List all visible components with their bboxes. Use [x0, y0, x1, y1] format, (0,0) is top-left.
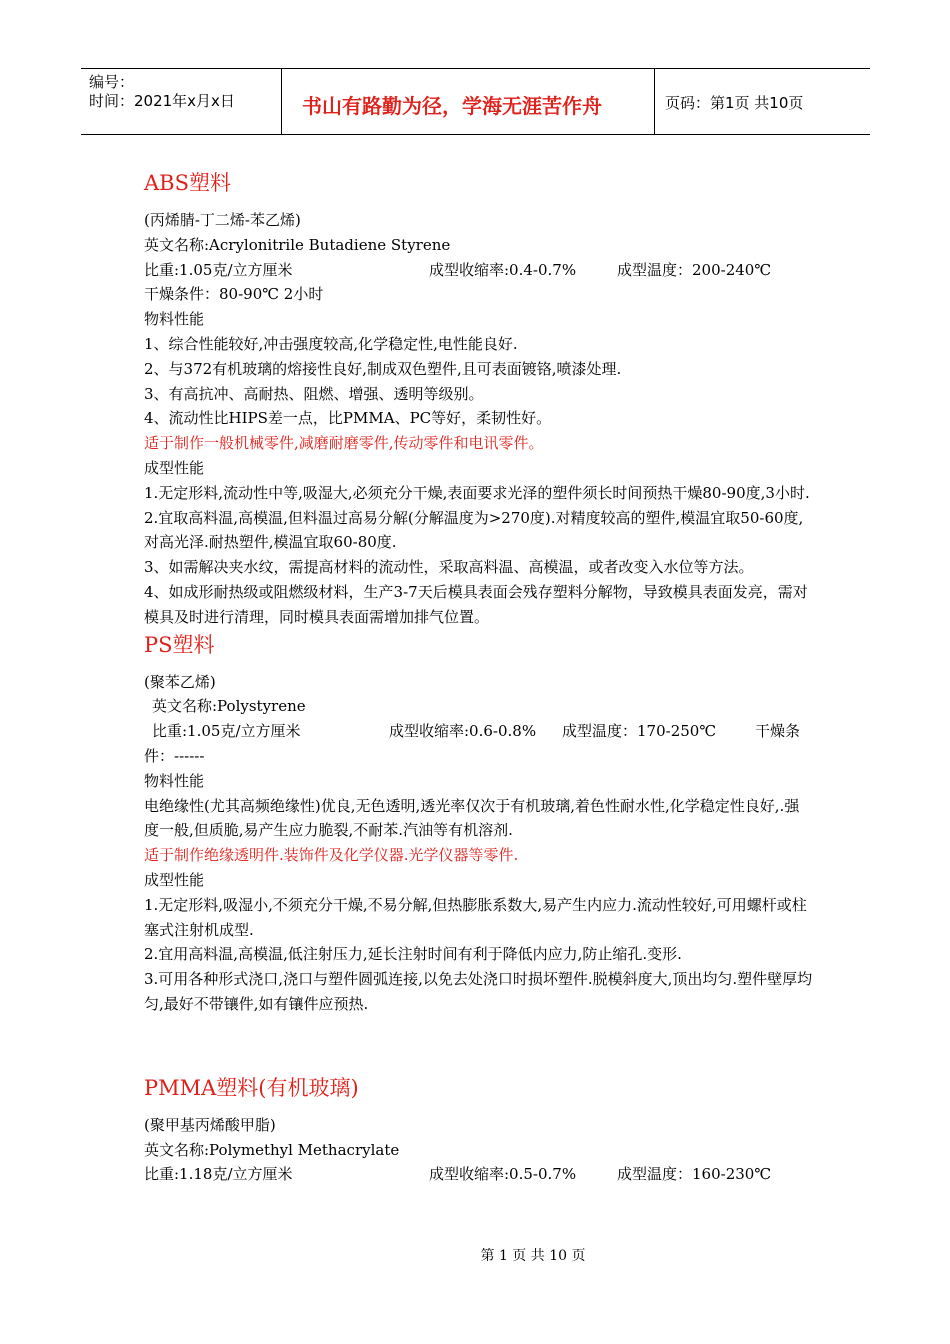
- abs-drying: 干燥条件：80-90℃ 2小时: [144, 285, 324, 304]
- abs-density: 比重:1.05克/立方厘米: [144, 260, 293, 279]
- ps-molding-2: 2.宜用高料温,高模温,低注射压力,延长注射时间有利于降低内应力,防止缩孔.变形.: [144, 945, 682, 964]
- pmma-english-name: 英文名称:Polymethyl Methacrylate: [144, 1140, 400, 1159]
- abs-material-heading: 物料性能: [144, 310, 205, 329]
- pmma-title: PMMA塑料(有机玻璃): [144, 1075, 359, 1100]
- ps-applications: 适于制作绝缘透明件.装饰件及化学仪器.光学仪器等零件.: [144, 846, 519, 865]
- abs-material-1: 1、综合性能较好,冲击强度较高,化学稳定性,电性能良好.: [144, 334, 518, 353]
- abs-molding-temp: 成型温度：200-240℃: [617, 260, 772, 279]
- ps-material-heading: 物料性能: [144, 771, 205, 790]
- document-body: [144, 168, 814, 1187]
- abs-material-2: 2、与372有机玻璃的熔接性良好,制成双色塑件,且可表面镀铬,喷漆处理.: [144, 359, 622, 378]
- abs-molding-3: 3、如需解决夹水纹，需提高材料的流动性，采取高料温、高模温，或者改变入水位等方法。: [144, 558, 754, 577]
- header-meta: [81, 69, 282, 134]
- ps-english-name: 英文名称:Polystyrene: [152, 697, 306, 716]
- ps-shrinkage: 成型收缩率:0.6-0.8%: [389, 722, 537, 741]
- ps-title: PS塑料: [144, 632, 215, 657]
- abs-molding-heading: 成型性能: [144, 458, 205, 477]
- page-header: [81, 68, 870, 135]
- header-page-info: 页码：第1页 共10页: [665, 94, 804, 112]
- ps-molding-3: 3.可用各种形式浇口,浇口与塑件圆弧连接,以免去处浇口时损坏塑件.脱模斜度大,顶出均匀.塑件壁厚均匀,最好不带镶件,如有镶件应预热.: [144, 970, 813, 1013]
- abs-title: ABS塑料: [144, 171, 231, 195]
- header-motto: 书山有路勤为径，学海无涯苦作舟: [282, 69, 655, 134]
- abs-properties-row: [144, 258, 814, 283]
- pmma-shrinkage: 成型收缩率:0.5-0.7%: [429, 1165, 577, 1184]
- abs-molding-4: 4、如成形耐热级或阻燃级材料，生产3-7天后模具表面会残存塑料分解物，导致模具表面发亮，需对模具及时进行清理，同时模具表面需增加排气位置。: [144, 582, 808, 626]
- abs-applications: 适于制作一般机械零件,减磨耐磨零件,传动零件和电讯零件。: [144, 434, 544, 453]
- abs-section: [144, 168, 814, 630]
- pmma-fullname: (聚甲基丙烯酸甲脂): [144, 1115, 276, 1134]
- pmma-section: [144, 1073, 814, 1187]
- pmma-molding-temp: 成型温度：160-230℃: [617, 1165, 772, 1184]
- abs-material-3: 3、有高抗冲、高耐热、阻燃、增强、透明等级别。: [144, 384, 484, 403]
- header-date-label: 时间：2021年x月x日: [89, 92, 235, 110]
- abs-molding-2: 2.宜取高料温,高模温,但料温过高易分解(分解温度为>270度).对精度较高的塑件,模温宜取50-60度,对高光泽.耐热塑件,模温宜取60-80度.: [144, 508, 804, 552]
- abs-material-4: 4、流动性比HIPS差一点，比PMMA、PC等好，柔韧性好。: [144, 409, 552, 428]
- ps-molding-heading: 成型性能: [144, 870, 205, 889]
- ps-drying-part1: 干燥条: [755, 722, 801, 741]
- ps-fullname: (聚苯乙烯): [144, 672, 216, 691]
- ps-drying-part2: 件：------: [144, 746, 205, 765]
- abs-shrinkage: 成型收缩率:0.4-0.7%: [429, 260, 577, 279]
- ps-properties-row: [144, 719, 814, 744]
- pmma-density: 比重:1.18克/立方厘米: [144, 1165, 293, 1184]
- pmma-properties-row: [144, 1162, 814, 1187]
- page-footer: 第 1 页 共 10 页: [480, 1248, 586, 1264]
- ps-material-text: 电绝缘性(尤其高频绝缘性)优良,无色透明,透光率仅次于有机玻璃,着色性耐水性,化学稳定性良好,.强度一般,但质脆,易产生应力脆裂,不耐苯.汽油等有机溶剂.: [144, 796, 800, 840]
- ps-molding-temp: 成型温度：170-250℃: [562, 722, 717, 741]
- abs-english-name: 英文名称:Acrylonitrile Butadiene Styrene: [144, 235, 451, 254]
- ps-density: 比重:1.05克/立方厘米: [152, 722, 301, 741]
- abs-fullname: (丙烯腈-丁二烯-苯乙烯): [144, 211, 301, 229]
- header-number-label: 编号：: [89, 73, 135, 91]
- ps-molding-1: 1.无定形料,吸湿小,不须充分干燥,不易分解,但热膨胀系数大,易产生内应力.流动性较好,可用螺杆或柱塞式注射机成型.: [144, 895, 807, 939]
- ps-section: [144, 630, 814, 1017]
- abs-molding-1: 1.无定形料,流动性中等,吸湿大,必须充分干燥,表面要求光泽的塑件须长时间预热干燥80-90度,3小时.: [144, 483, 810, 502]
